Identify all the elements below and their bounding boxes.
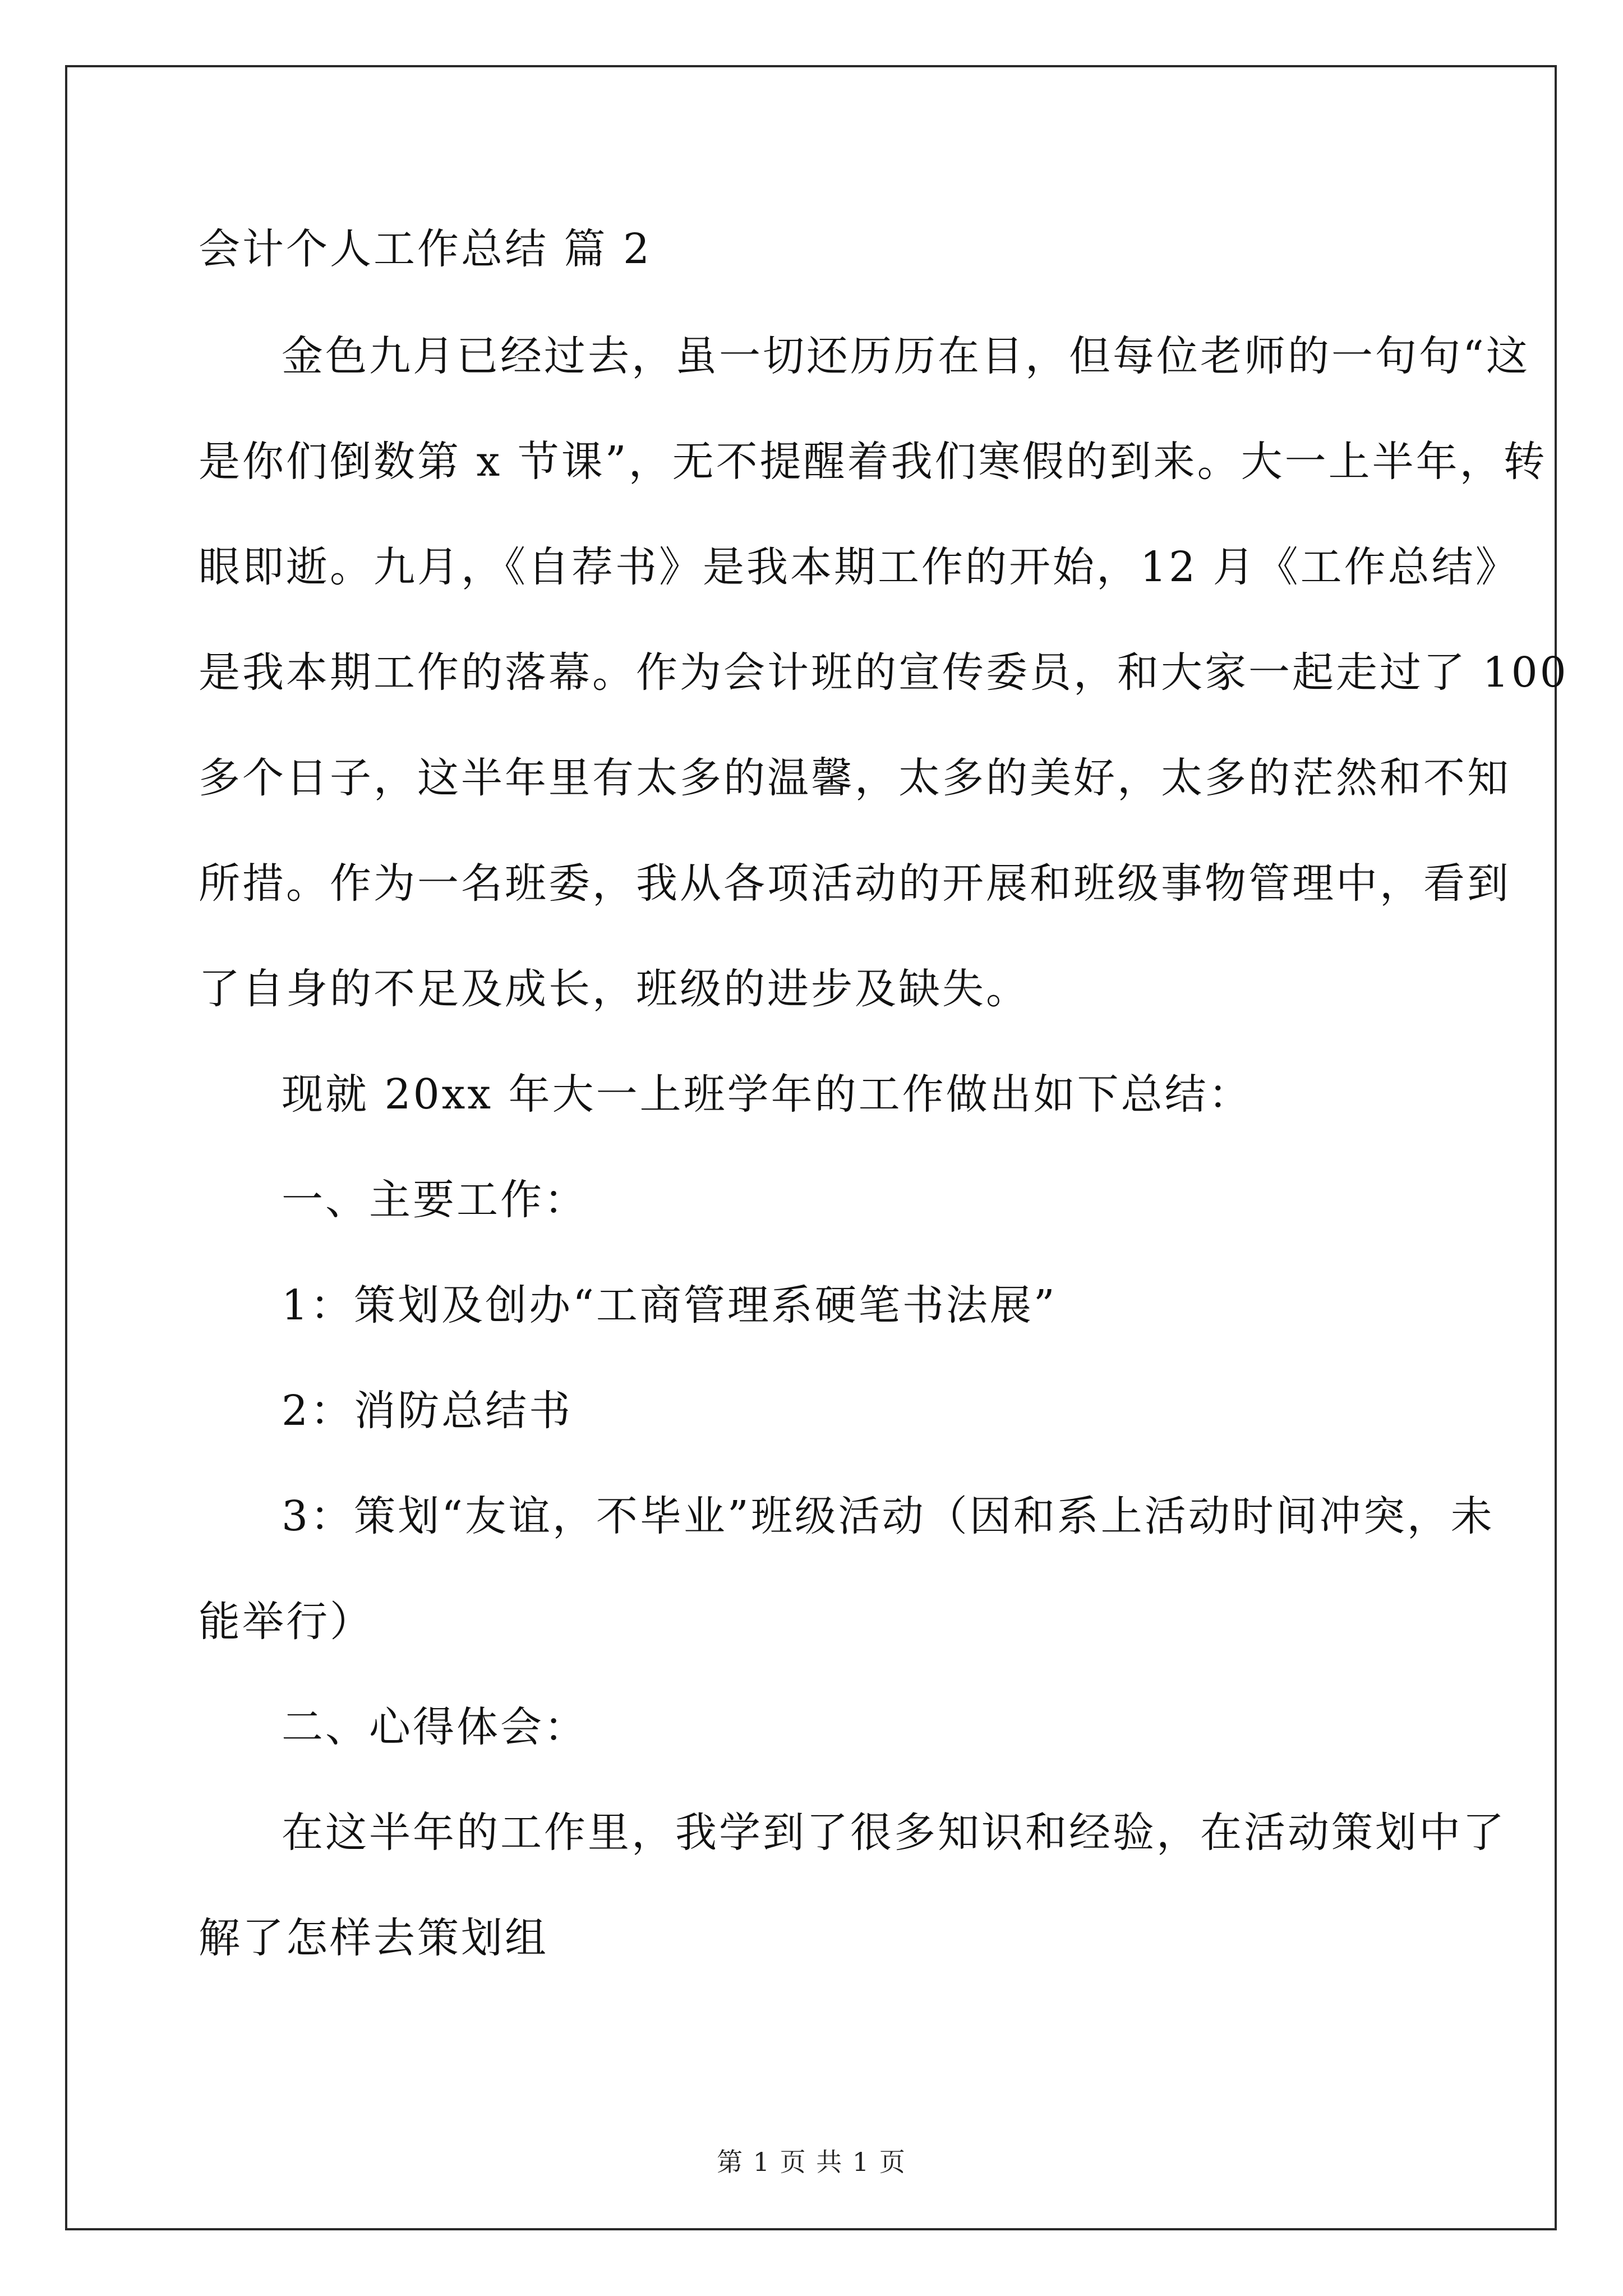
paragraph-line: 现就 20xx 年大一上班学年的工作做出如下总结： (282, 1070, 1252, 1119)
section-heading: 二、心得体会： (282, 1703, 588, 1751)
document-title: 会计个人工作总结 篇 2 (199, 225, 652, 273)
paragraph-line: 了自身的不足及成长，班级的进步及缺失。 (199, 965, 1030, 1013)
paragraph-line: 是我本期工作的落幕。作为会计班的宣传委员，和大家一起走过了 100 (199, 648, 1569, 697)
paragraph-line: 解了怎样去策划组 (199, 1914, 548, 1962)
list-item-continuation: 能举行） (199, 1598, 374, 1646)
page-border (65, 65, 1557, 2230)
list-item: 2：消防总结书 (282, 1387, 573, 1435)
section-heading: 一、主要工作： (282, 1176, 588, 1224)
page-number-footer: 第 1 页 共 1 页 (717, 2147, 906, 2177)
paragraph-line: 在这半年的工作里，我学到了很多知识和经验，在活动策划中了 (282, 1809, 1506, 1857)
paragraph-line: 眼即逝。九月，《自荐书》是我本期工作的开始，12 月《工作总结》 (199, 543, 1519, 591)
list-item: 1：策划及创办“工商管理系硬笔书法展” (282, 1281, 1057, 1329)
list-item: 3：策划“友谊，不毕业”班级活动（因和系上活动时间冲突，未 (282, 1492, 1495, 1540)
paragraph-line: 金色九月已经过去，虽一切还历历在目，但每位老师的一句句“这 (282, 332, 1530, 380)
paragraph-line: 是你们倒数第 x 节课”，无不提醒着我们寒假的到来。大一上半年，转 (199, 438, 1547, 486)
paragraph-line: 多个日子，这半年里有太多的温馨，太多的美好，太多的茫然和不知 (199, 754, 1511, 802)
paragraph-line: 所措。作为一名班委，我从各项活动的开展和班级事物管理中，看到 (199, 859, 1511, 908)
